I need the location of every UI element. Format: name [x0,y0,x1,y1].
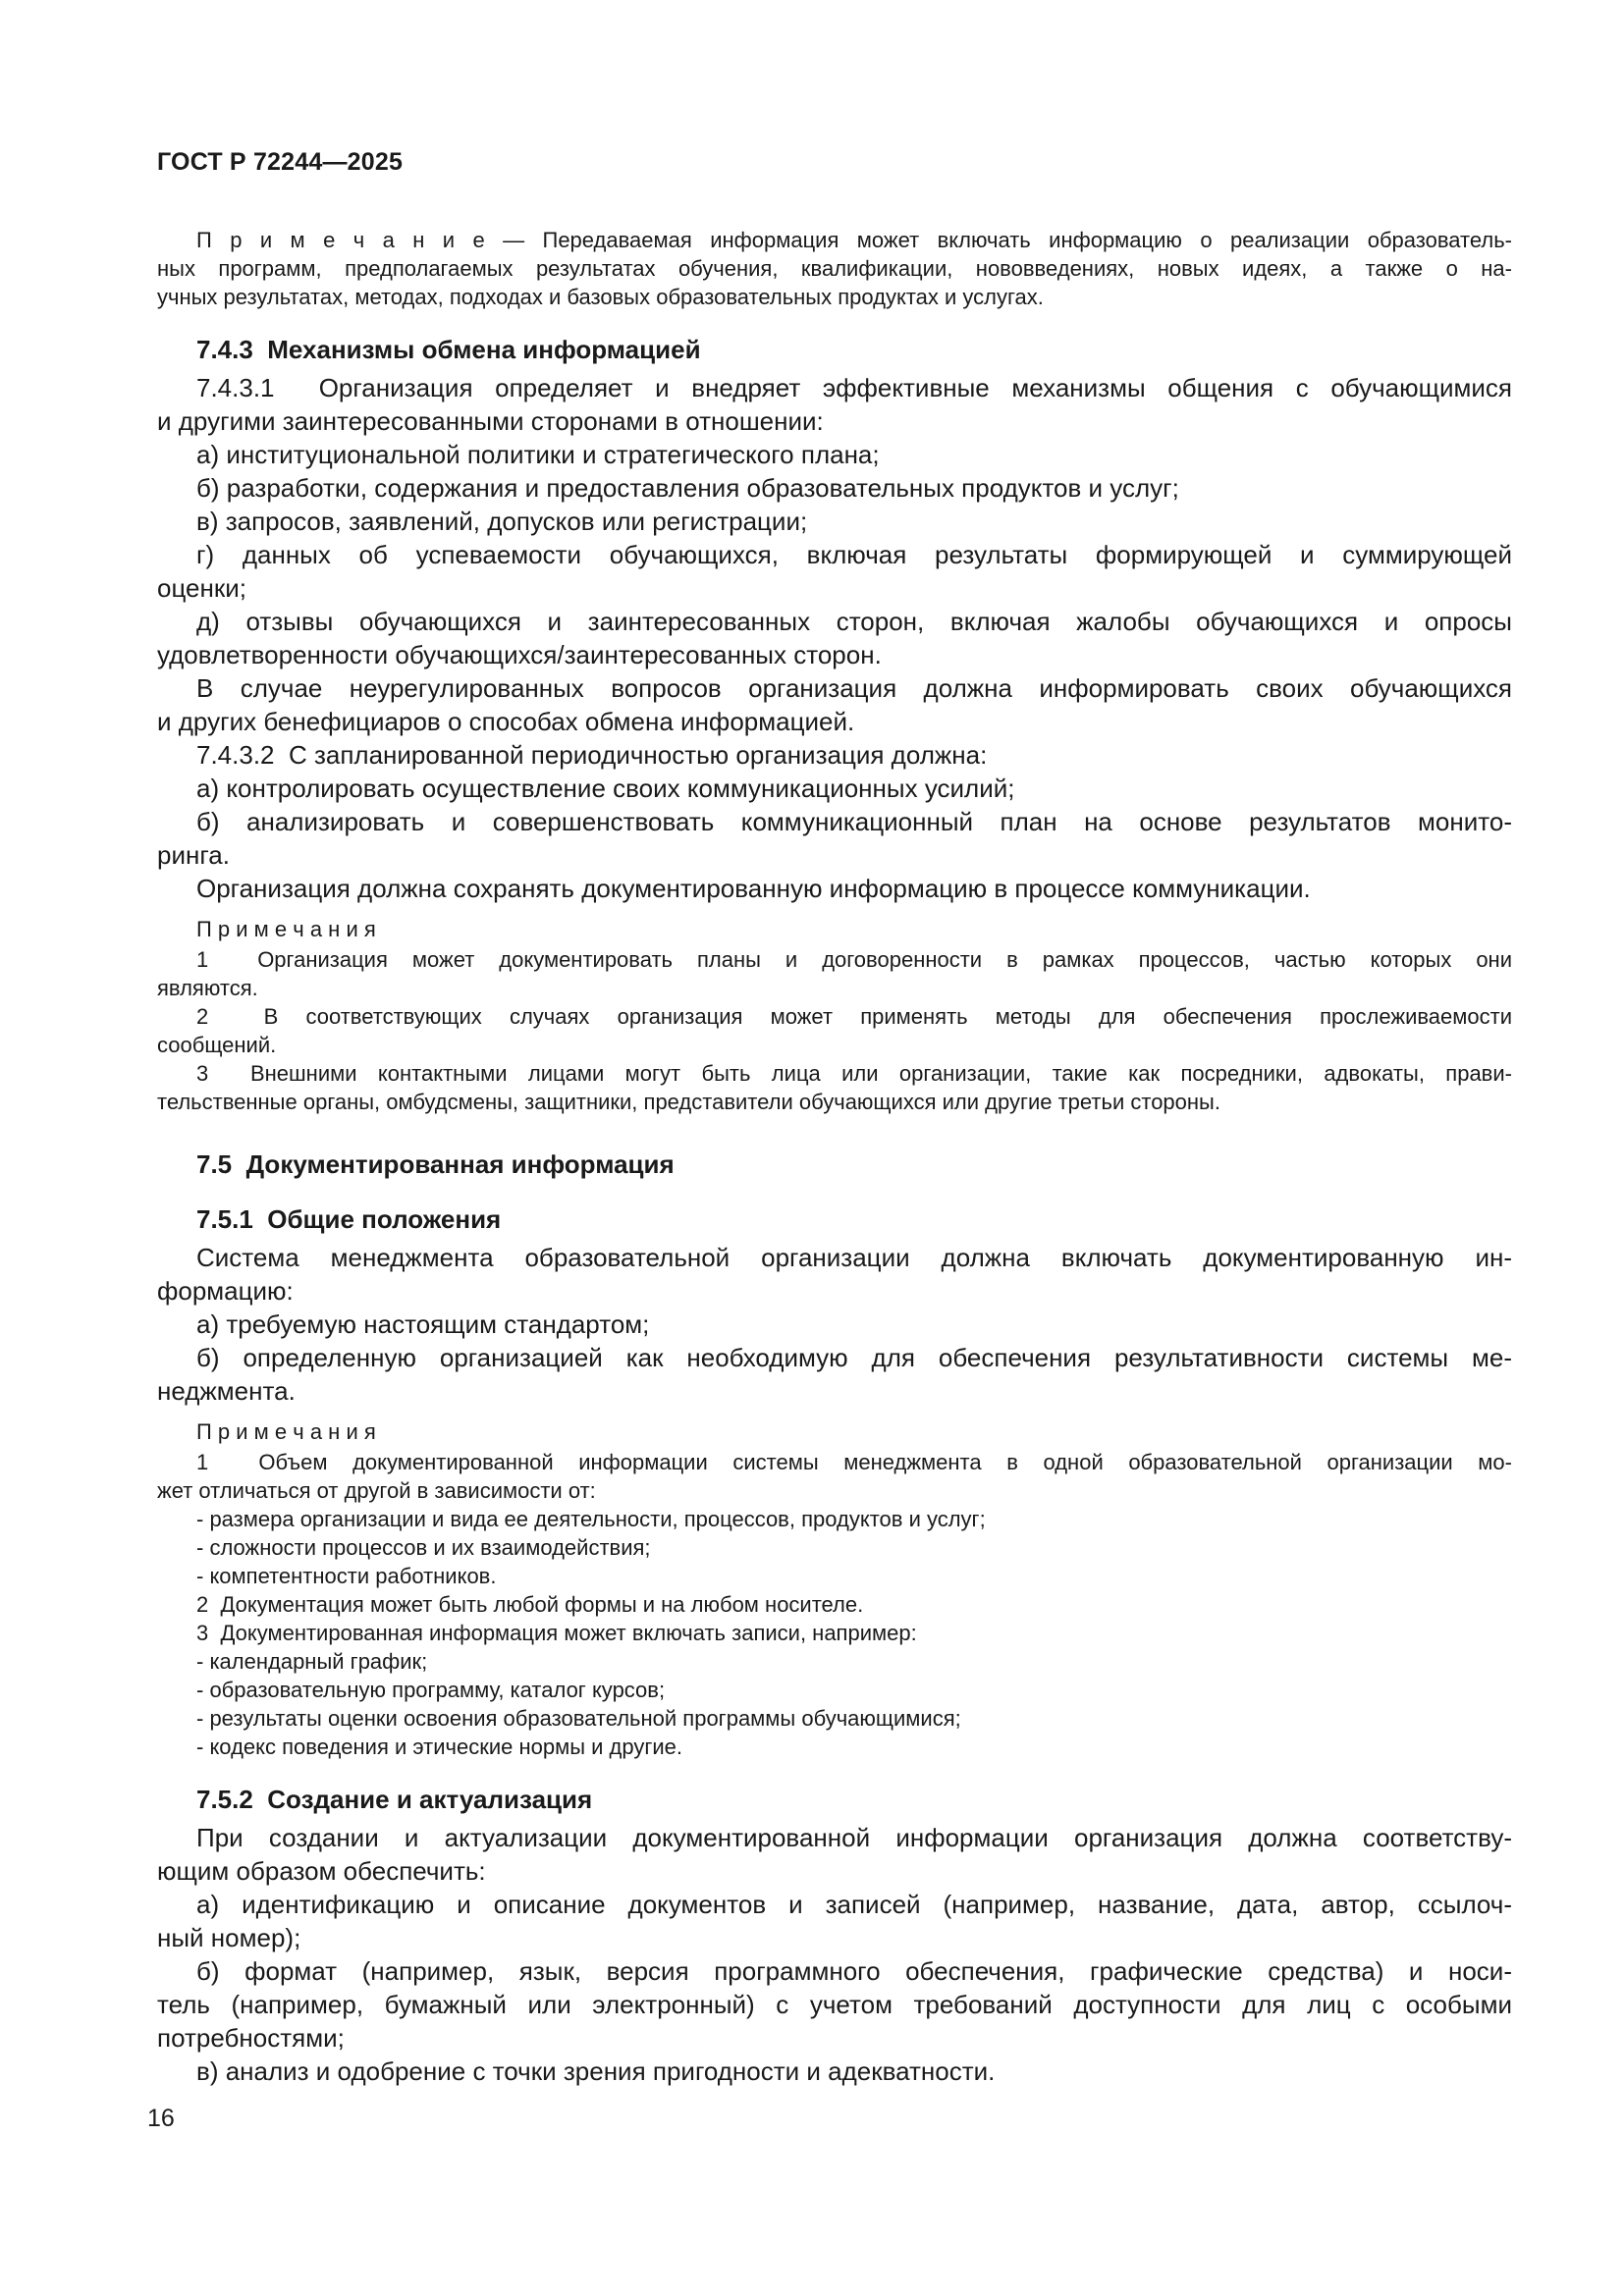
body-paragraph [157,471,1512,505]
note-paragraph [157,1704,1512,1733]
text-line: - результаты оценки освоения образовательной программы обучающимися; [196,1706,961,1731]
text-line: д) отзывы обучающихся и заинтересованных сторон, включая жалобы обучающихся и опросы [196,607,1512,636]
note-paragraph [157,1676,1512,1704]
text-line: 1 Объем документированной информации системы менеджмента в одной образовательной организации мо- [196,1450,1512,1474]
body-paragraph [157,605,1512,671]
text-line: Организация должна сохранять документированную информацию в процессе коммуникации. [196,874,1311,903]
text-line: 7.4.3.2 С запланированной периодичностью организация должна: [196,740,988,770]
text-line: б) анализировать и совершенствовать коммуникационный план на основе результатов монито- [196,807,1512,836]
text-line: в) анализ и одобрение с точки зрения пригодности и адекватности. [196,2056,996,2086]
text-line: г) данных об успеваемости обучающихся, включая результаты формирующей и суммирующей [196,540,1512,569]
page-number: 16 [147,2105,175,2132]
document-content [157,226,1512,2088]
notes-label [157,1417,1512,1446]
body-paragraph [157,1888,1512,1954]
text-line: тельственные органы, омбудсмены, защитники, представители обучающихся или другие третьи стороны. [157,1090,1220,1114]
text-line: являются. [157,976,258,1000]
body-paragraph [157,1241,1512,1308]
body-paragraph [157,1821,1512,1888]
note-paragraph [157,1619,1512,1647]
heading-text: 7.4.3 Механизмы обмена информацией [196,335,701,364]
text-line: потребностями; [157,2023,345,2053]
text-line: б) формат (например, язык, версия программного обеспечения, графические средства) и носи- [196,1956,1512,1986]
note-paragraph [157,1002,1512,1059]
text-line: и других бенефициаров о способах обмена информацией. [157,707,855,736]
heading-text: 7.5.2 Создание и актуализация [196,1785,593,1814]
page-title: ГОСТ Р 72244—2025 [157,148,404,176]
body-paragraph [157,505,1512,538]
text-line: сообщений. [157,1033,277,1057]
text-line: б) разработки, содержания и предоставления образовательных продуктов и услуг; [196,473,1179,503]
text-line: неджмента. [157,1376,296,1406]
note-paragraph [157,1590,1512,1619]
note-paragraph [157,1533,1512,1562]
heading-text: 7.5 Документированная информация [196,1149,675,1179]
body-paragraph [157,1308,1512,1341]
text-line: ный номер); [157,1923,301,1952]
text-line: а) институциональной политики и стратегического плана; [196,440,880,469]
notes-label [157,915,1512,943]
note-paragraph [157,1647,1512,1676]
text-line: 2 Документация может быть любой формы и на любом носителе. [196,1592,864,1617]
text-line: а) идентификацию и описание документов и записей (например, название, дата, автор, ссылоч- [196,1890,1512,1919]
text-line: 2 В соответствующих случаях организация может применять методы для обеспечения прослеживаемости [196,1004,1512,1029]
text-line: и другими заинтересованными сторонами в отношении: [157,406,824,436]
text-line: а) требуемую настоящим стандартом; [196,1309,650,1339]
body-paragraph [157,538,1512,605]
note-paragraph [157,226,1512,311]
text-line: а) контролировать осуществление своих коммуникационных усилий; [196,774,1015,803]
section-heading [157,1148,1512,1181]
text-line: жет отличаться от другой в зависимости от: [157,1478,596,1503]
text-line: в) запросов, заявлений, допусков или регистрации; [196,507,808,536]
text-line: ринга. [157,840,230,870]
heading-text: 7.5.1 Общие положения [196,1204,502,1234]
body-paragraph [157,2055,1512,2088]
section-heading [157,333,1512,366]
text-line: При создании и актуализации документированной информации организация должна соответству- [196,1823,1512,1852]
text-line: ных программ, предполагаемых результатах обучения, квалификации, нововведениях, новых идеях, а также о на- [157,256,1512,281]
text-line: П р и м е ч а н и я [196,1419,376,1444]
text-line: В случае неурегулированных вопросов организация должна информировать своих обучающихся [196,673,1512,703]
text-line: П р и м е ч а н и е — Передаваемая информация может включать информацию о реализации образователь- [196,228,1512,252]
note-paragraph [157,945,1512,1002]
body-paragraph [157,805,1512,872]
section-heading [157,1783,1512,1816]
text-line: 3 Внешними контактными лицами могут быть лица или организации, такие как посредники, адвокаты, прави- [196,1061,1512,1086]
body-paragraph [157,872,1512,905]
body-paragraph [157,738,1512,772]
body-paragraph [157,1341,1512,1408]
note-paragraph [157,1562,1512,1590]
text-line: Система менеджмента образовательной организации должна включать документированную ин- [196,1243,1512,1272]
note-paragraph [157,1733,1512,1761]
text-line: - кодекс поведения и этические нормы и другие. [196,1735,683,1759]
text-line: б) определенную организацией как необходимую для обеспечения результативности системы ме- [196,1343,1512,1372]
text-line: - размера организации и вида ее деятельности, процессов, продуктов и услуг; [196,1507,986,1531]
text-line: - календарный график; [196,1649,428,1674]
body-paragraph [157,371,1512,438]
text-line: - сложности процессов и их взаимодействия; [196,1535,651,1560]
body-paragraph [157,772,1512,805]
text-line: П р и м е ч а н и я [196,917,376,941]
section-heading [157,1202,1512,1236]
text-line: формацию: [157,1276,294,1306]
text-line: - компетентности работников. [196,1564,497,1588]
note-paragraph [157,1059,1512,1116]
text-line: удовлетворенности обучающихся/заинтересованных сторон. [157,640,882,669]
note-paragraph [157,1505,1512,1533]
body-paragraph [157,438,1512,471]
text-line: 3 Документированная информация может включать записи, например: [196,1621,917,1645]
body-paragraph [157,1954,1512,2055]
text-line: учных результатах, методах, подходах и базовых образовательных продуктах и услугах. [157,285,1044,309]
text-line: - образовательную программу, каталог курсов; [196,1678,666,1702]
text-line: оценки; [157,573,246,603]
text-line: 7.4.3.1 Организация определяет и внедряет эффективные механизмы общения с обучающимися [196,373,1512,402]
text-line: ющим образом обеспечить: [157,1856,486,1886]
note-paragraph [157,1448,1512,1505]
text-line: 1 Организация может документировать планы и договоренности в рамках процессов, частью которых они [196,947,1512,972]
body-paragraph [157,671,1512,738]
text-line: тель (например, бумажный или электронный) с учетом требований доступности для лиц с особыми [157,1990,1512,2019]
